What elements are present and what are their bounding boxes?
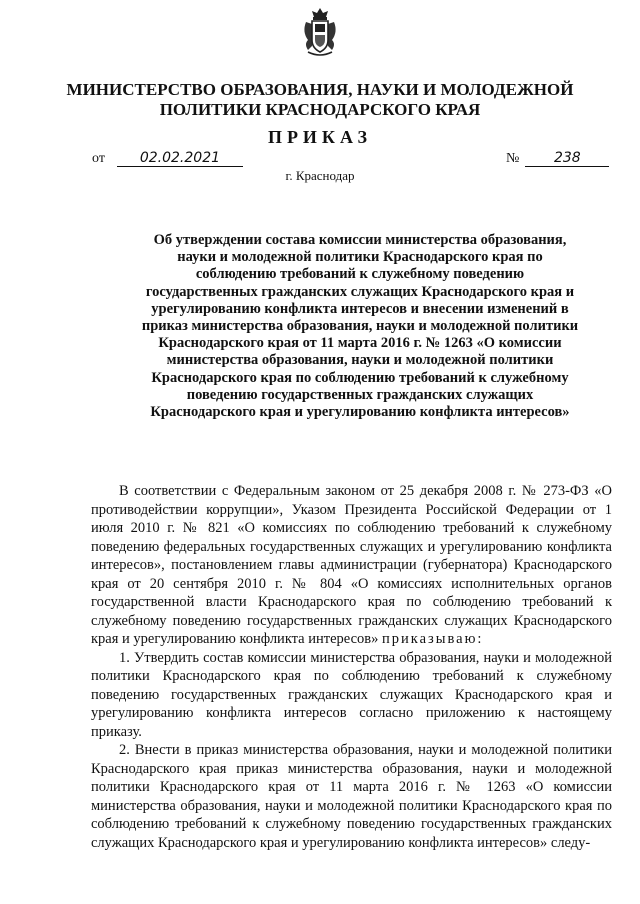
order-body [91,482,612,852]
order-date: 02.02.2021 [117,150,243,167]
item-1: 1. Утвердить состав комиссии министерства образования, науки и молодежной политики Краснодарского края по соблюдению требований к служебному поведению государственных гражданских служащих Краснодарского края и урегулированию конфликта интересов согласно приложению к настоящему приказу. [91,649,612,740]
coat-of-arms-icon [300,6,340,58]
preamble-paragraph [91,482,612,649]
order-title: ПРИКАЗ [267,127,373,147]
number-prefix: № [506,151,520,166]
order-subject: Об утверждении состава комиссии министерства образования, науки и молодежной политики Краснодарского края по соблюдению требований к служебному поведению государственных гражданских служащих Краснодарского края и урегулированию конфликта интересов и внесении изменений в приказ министерства образования, науки и молодежной политики Краснодарского края от 11 марта 2016 г. № 1263 «О комиссии министерства образования, науки и молодежной политики Краснодарского края по соблюдению требований к служебному поведению государственных гражданских служащих Краснодарского края и урегулированию конфликта интересов» [141,232,579,421]
order-number: 238 [525,150,609,167]
date-prefix: от [92,151,105,166]
ministry-line-2: ПОЛИТИКИ КРАСНОДАРСКОГО КРАЯ [159,100,481,119]
prikazyvayu-word: приказываю: [382,631,484,647]
city: г. Краснодар [285,168,355,183]
ministry-name [60,80,580,120]
order-date-row [92,150,243,167]
item-2: 2. Внести в приказ министерства образования, науки и молодежной политики Краснодарского края приказ министерства образования, науки и молодежной политики Краснодарского края от 11 марта 2016 г. № 1263 «О комиссии министерства образования, науки и молодежной политики Краснодарского края по соблюдению требований к служебному поведению государственных гражданских служащих Краснодарского края и урегулированию конфликта интересов» следу- [91,742,612,851]
preamble-text: В соответствии с Федеральным законом от 25 декабря 2008 г. № 273-ФЗ «О противодействии коррупции», Указом Президента Российской Федерации от 1 июля 2010 г. № 821 «О комиссиях по соблюдению требований к служебному поведению федеральных государственных служащих и урегулированию конфликта интересов», постановлением главы администрации (губернатора) Краснодарского края от 20 сентября 2010 г. № 804 «О комиссиях исполнительных органов государственной власти Краснодарского края по соблюдению требований к служебному поведению государственных гражданских служащих Краснодарского края и урегулированию конфликта интересов» [91,483,612,647]
ministry-line-1: МИНИСТЕРСТВО ОБРАЗОВАНИЯ, НАУКИ И МОЛОДЕЖНОЙ [66,80,574,99]
order-number-row [506,150,609,167]
